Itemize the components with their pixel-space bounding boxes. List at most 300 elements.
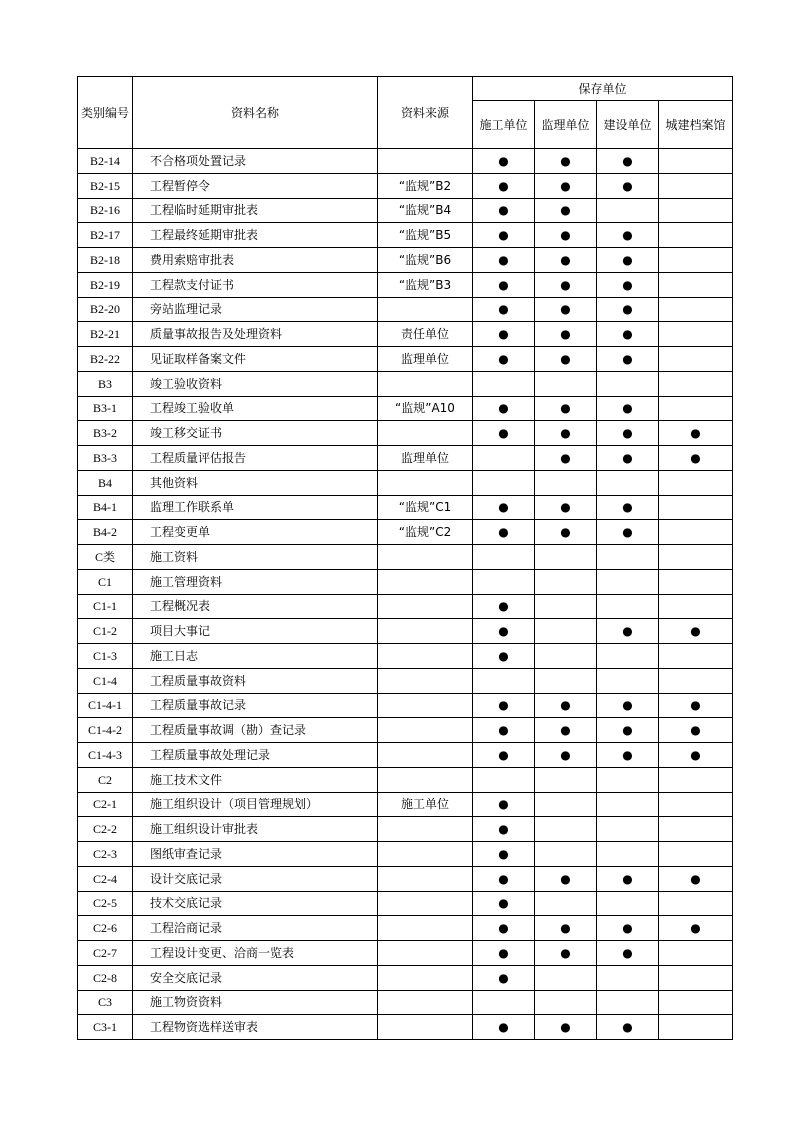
mark-cell-archive (659, 248, 733, 273)
table-row (78, 891, 733, 916)
filled-circle-icon: ● (622, 747, 633, 762)
row-source (378, 1015, 473, 1040)
mark-cell-archive (659, 594, 733, 619)
table-row (78, 173, 733, 198)
filled-circle-icon: ● (498, 500, 509, 515)
mark-cell-supervision (535, 545, 597, 570)
table-row (78, 866, 733, 891)
row-code: C3-1 (78, 1015, 133, 1040)
row-source: “监规”B3 (378, 272, 473, 297)
mark-cell-supervision (535, 1015, 597, 1040)
mark-cell-owner (597, 495, 659, 520)
filled-circle-icon: ● (622, 302, 633, 317)
header-unit-owner: 建设单位 (597, 101, 659, 149)
table-row (78, 446, 733, 471)
row-code: C1-3 (78, 644, 133, 669)
filled-circle-icon: ● (498, 327, 509, 342)
row-source (378, 842, 473, 867)
row-name: 工程质量事故资料 (133, 668, 378, 693)
mark-cell-archive (659, 322, 733, 347)
row-source: “监规”B6 (378, 248, 473, 273)
mark-cell-archive (659, 173, 733, 198)
mark-cell-owner (597, 965, 659, 990)
mark-cell-construction (473, 916, 535, 941)
table-row (78, 248, 733, 273)
row-name: 施工管理资料 (133, 569, 378, 594)
mark-cell-owner (597, 248, 659, 273)
mark-cell-owner (597, 371, 659, 396)
mark-cell-supervision (535, 520, 597, 545)
mark-cell-owner (597, 569, 659, 594)
filled-circle-icon: ● (560, 871, 571, 886)
filled-circle-icon: ● (498, 302, 509, 317)
mark-cell-construction (473, 371, 535, 396)
mark-cell-owner (597, 644, 659, 669)
mark-cell-supervision (535, 916, 597, 941)
filled-circle-icon: ● (622, 277, 633, 292)
row-code: C1-1 (78, 594, 133, 619)
mark-cell-owner (597, 149, 659, 174)
filled-circle-icon: ● (560, 525, 571, 540)
row-source (378, 371, 473, 396)
table-row (78, 569, 733, 594)
mark-cell-owner (597, 470, 659, 495)
filled-circle-icon: ● (498, 599, 509, 614)
mark-cell-construction (473, 173, 535, 198)
filled-circle-icon: ● (498, 153, 509, 168)
table-body (78, 149, 733, 1040)
row-source (378, 297, 473, 322)
mark-cell-construction (473, 718, 535, 743)
row-code: C3 (78, 990, 133, 1015)
filled-circle-icon: ● (622, 525, 633, 540)
row-code: B2-14 (78, 149, 133, 174)
filled-circle-icon: ● (622, 921, 633, 936)
mark-cell-construction (473, 149, 535, 174)
mark-cell-archive (659, 223, 733, 248)
header-unit-construction: 施工单位 (473, 101, 535, 149)
row-name: 工程变更单 (133, 520, 378, 545)
filled-circle-icon: ● (560, 921, 571, 936)
table-row (78, 990, 733, 1015)
table-row (78, 223, 733, 248)
row-name: 安全交底记录 (133, 965, 378, 990)
filled-circle-icon: ● (498, 945, 509, 960)
row-source: “监规”A10 (378, 396, 473, 421)
mark-cell-supervision (535, 322, 597, 347)
row-name: 技术交底记录 (133, 891, 378, 916)
row-code: B3-2 (78, 421, 133, 446)
header-unit-archive: 城建档案馆 (659, 101, 733, 149)
table-row (78, 322, 733, 347)
row-source (378, 569, 473, 594)
mark-cell-supervision (535, 817, 597, 842)
mark-cell-construction (473, 223, 535, 248)
table-row (78, 520, 733, 545)
filled-circle-icon: ● (560, 178, 571, 193)
row-code: B4-1 (78, 495, 133, 520)
row-code: B3 (78, 371, 133, 396)
filled-circle-icon: ● (622, 723, 633, 738)
mark-cell-construction (473, 520, 535, 545)
mark-cell-supervision (535, 891, 597, 916)
row-source: 责任单位 (378, 322, 473, 347)
mark-cell-construction (473, 446, 535, 471)
filled-circle-icon: ● (560, 723, 571, 738)
mark-cell-construction (473, 817, 535, 842)
filled-circle-icon: ● (560, 945, 571, 960)
table-row (78, 767, 733, 792)
mark-cell-construction (473, 272, 535, 297)
row-code: C1-4-3 (78, 743, 133, 768)
table-row (78, 594, 733, 619)
mark-cell-supervision (535, 866, 597, 891)
row-source (378, 594, 473, 619)
mark-cell-supervision (535, 446, 597, 471)
mark-cell-owner (597, 272, 659, 297)
mark-cell-archive (659, 347, 733, 372)
filled-circle-icon: ● (498, 525, 509, 540)
filled-circle-icon: ● (560, 228, 571, 243)
mark-cell-construction (473, 767, 535, 792)
table-row (78, 619, 733, 644)
row-code: C1 (78, 569, 133, 594)
mark-cell-archive (659, 743, 733, 768)
mark-cell-supervision (535, 644, 597, 669)
mark-cell-owner (597, 668, 659, 693)
mark-cell-construction (473, 569, 535, 594)
mark-cell-archive (659, 495, 733, 520)
row-code: B4-2 (78, 520, 133, 545)
row-code: C2-8 (78, 965, 133, 990)
row-code: C2-7 (78, 941, 133, 966)
row-name: 施工资料 (133, 545, 378, 570)
row-source (378, 421, 473, 446)
mark-cell-owner (597, 743, 659, 768)
mark-cell-owner (597, 817, 659, 842)
mark-cell-owner (597, 520, 659, 545)
filled-circle-icon: ● (690, 624, 701, 639)
mark-cell-construction (473, 347, 535, 372)
filled-circle-icon: ● (622, 450, 633, 465)
filled-circle-icon: ● (498, 401, 509, 416)
filled-circle-icon: ● (498, 797, 509, 812)
table-row (78, 396, 733, 421)
mark-cell-supervision (535, 173, 597, 198)
filled-circle-icon: ● (560, 252, 571, 267)
mark-cell-owner (597, 446, 659, 471)
row-source (378, 965, 473, 990)
row-name: 图纸审查记录 (133, 842, 378, 867)
mark-cell-archive (659, 545, 733, 570)
table-row (78, 644, 733, 669)
table-row (78, 545, 733, 570)
row-name: 竣工移交证书 (133, 421, 378, 446)
mark-cell-archive (659, 569, 733, 594)
row-code: C2-6 (78, 916, 133, 941)
row-code: B3-1 (78, 396, 133, 421)
row-name: 施工技术文件 (133, 767, 378, 792)
mark-cell-owner (597, 594, 659, 619)
mark-cell-supervision (535, 396, 597, 421)
row-source: “监规”C2 (378, 520, 473, 545)
mark-cell-supervision (535, 990, 597, 1015)
mark-cell-owner (597, 792, 659, 817)
mark-cell-owner (597, 619, 659, 644)
filled-circle-icon: ● (690, 921, 701, 936)
filled-circle-icon: ● (622, 624, 633, 639)
mark-cell-supervision (535, 198, 597, 223)
filled-circle-icon: ● (560, 500, 571, 515)
mark-cell-archive (659, 644, 733, 669)
row-source: 施工单位 (378, 792, 473, 817)
mark-cell-owner (597, 891, 659, 916)
row-code: B4 (78, 470, 133, 495)
row-code: C2-1 (78, 792, 133, 817)
table-row (78, 792, 733, 817)
mark-cell-archive (659, 718, 733, 743)
table-row (78, 718, 733, 743)
filled-circle-icon: ● (622, 401, 633, 416)
row-name: 工程概况表 (133, 594, 378, 619)
table-row (78, 842, 733, 867)
filled-circle-icon: ● (622, 228, 633, 243)
mark-cell-supervision (535, 470, 597, 495)
filled-circle-icon: ● (622, 945, 633, 960)
row-code: C1-4-2 (78, 718, 133, 743)
row-code: C2-5 (78, 891, 133, 916)
mark-cell-archive (659, 866, 733, 891)
filled-circle-icon: ● (498, 648, 509, 663)
row-name: 施工组织设计审批表 (133, 817, 378, 842)
row-name: 旁站监理记录 (133, 297, 378, 322)
filled-circle-icon: ● (498, 277, 509, 292)
row-name: 工程质量事故处理记录 (133, 743, 378, 768)
mark-cell-construction (473, 866, 535, 891)
row-name: 工程款支付证书 (133, 272, 378, 297)
row-code: C2-2 (78, 817, 133, 842)
mark-cell-archive (659, 990, 733, 1015)
row-name: 工程暂停令 (133, 173, 378, 198)
mark-cell-construction (473, 743, 535, 768)
table-row (78, 297, 733, 322)
mark-cell-owner (597, 1015, 659, 1040)
row-source (378, 817, 473, 842)
filled-circle-icon: ● (498, 698, 509, 713)
row-source (378, 693, 473, 718)
filled-circle-icon: ● (622, 426, 633, 441)
mark-cell-supervision (535, 693, 597, 718)
mark-cell-archive (659, 891, 733, 916)
row-name: 竣工验收资料 (133, 371, 378, 396)
mark-cell-supervision (535, 842, 597, 867)
filled-circle-icon: ● (690, 450, 701, 465)
filled-circle-icon: ● (622, 871, 633, 886)
filled-circle-icon: ● (560, 327, 571, 342)
table-row (78, 371, 733, 396)
row-code: C2-4 (78, 866, 133, 891)
row-code: C1-2 (78, 619, 133, 644)
filled-circle-icon: ● (560, 450, 571, 465)
row-source (378, 545, 473, 570)
row-code: C类 (78, 545, 133, 570)
table-row (78, 743, 733, 768)
filled-circle-icon: ● (498, 203, 509, 218)
mark-cell-owner (597, 347, 659, 372)
mark-cell-archive (659, 693, 733, 718)
mark-cell-owner (597, 173, 659, 198)
row-code: B2-17 (78, 223, 133, 248)
filled-circle-icon: ● (560, 203, 571, 218)
mark-cell-owner (597, 545, 659, 570)
row-name: 施工日志 (133, 644, 378, 669)
mark-cell-archive (659, 470, 733, 495)
mark-cell-construction (473, 1015, 535, 1040)
header-unit-supervision: 监理单位 (535, 101, 597, 149)
filled-circle-icon: ● (622, 178, 633, 193)
table-row (78, 965, 733, 990)
mark-cell-supervision (535, 371, 597, 396)
row-source (378, 990, 473, 1015)
mark-cell-supervision (535, 569, 597, 594)
row-source (378, 149, 473, 174)
row-name: 工程临时延期审批表 (133, 198, 378, 223)
mark-cell-supervision (535, 718, 597, 743)
row-code: C1-4 (78, 668, 133, 693)
filled-circle-icon: ● (622, 351, 633, 366)
mark-cell-archive (659, 371, 733, 396)
mark-cell-owner (597, 990, 659, 1015)
row-name: 施工组织设计（项目管理规划） (133, 792, 378, 817)
filled-circle-icon: ● (560, 1020, 571, 1035)
filled-circle-icon: ● (498, 252, 509, 267)
row-name: 工程设计变更、洽商一览表 (133, 941, 378, 966)
row-code: B2-22 (78, 347, 133, 372)
mark-cell-supervision (535, 272, 597, 297)
filled-circle-icon: ● (498, 1020, 509, 1035)
row-name: 工程质量事故调（勘）查记录 (133, 718, 378, 743)
mark-cell-supervision (535, 767, 597, 792)
header-save-group: 保存单位 (473, 77, 733, 101)
mark-cell-construction (473, 693, 535, 718)
row-code: B2-19 (78, 272, 133, 297)
mark-cell-supervision (535, 149, 597, 174)
mark-cell-supervision (535, 297, 597, 322)
filled-circle-icon: ● (498, 871, 509, 886)
table-row (78, 272, 733, 297)
mark-cell-owner (597, 421, 659, 446)
row-code: C2 (78, 767, 133, 792)
row-name: 施工物资资料 (133, 990, 378, 1015)
row-source (378, 743, 473, 768)
row-source (378, 866, 473, 891)
mark-cell-construction (473, 644, 535, 669)
mark-cell-archive (659, 272, 733, 297)
mark-cell-archive (659, 149, 733, 174)
table-row (78, 470, 733, 495)
filled-circle-icon: ● (498, 822, 509, 837)
row-code: C2-3 (78, 842, 133, 867)
table-row (78, 149, 733, 174)
filled-circle-icon: ● (690, 723, 701, 738)
mark-cell-construction (473, 668, 535, 693)
row-code: B2-18 (78, 248, 133, 273)
row-source: 监理单位 (378, 347, 473, 372)
filled-circle-icon: ● (622, 153, 633, 168)
table-row (78, 668, 733, 693)
mark-cell-construction (473, 297, 535, 322)
mark-cell-construction (473, 891, 535, 916)
row-code: B3-3 (78, 446, 133, 471)
table-row (78, 916, 733, 941)
mark-cell-owner (597, 916, 659, 941)
row-name: 其他资料 (133, 470, 378, 495)
mark-cell-construction (473, 322, 535, 347)
row-name: 工程最终延期审批表 (133, 223, 378, 248)
mark-cell-archive (659, 421, 733, 446)
header-code: 类别编号 (78, 77, 133, 149)
filled-circle-icon: ● (690, 698, 701, 713)
mark-cell-construction (473, 470, 535, 495)
filled-circle-icon: ● (498, 723, 509, 738)
row-code: B2-20 (78, 297, 133, 322)
filled-circle-icon: ● (560, 426, 571, 441)
mark-cell-archive (659, 619, 733, 644)
filled-circle-icon: ● (560, 351, 571, 366)
row-name: 见证取样备案文件 (133, 347, 378, 372)
mark-cell-archive (659, 842, 733, 867)
mark-cell-construction (473, 842, 535, 867)
row-source: “监规”B2 (378, 173, 473, 198)
filled-circle-icon: ● (560, 277, 571, 292)
filled-circle-icon: ● (560, 401, 571, 416)
mark-cell-archive (659, 941, 733, 966)
mark-cell-owner (597, 866, 659, 891)
mark-cell-archive (659, 396, 733, 421)
mark-cell-construction (473, 198, 535, 223)
row-code: C1-4-1 (78, 693, 133, 718)
row-code: B2-15 (78, 173, 133, 198)
filled-circle-icon: ● (560, 302, 571, 317)
mark-cell-construction (473, 248, 535, 273)
row-source (378, 718, 473, 743)
row-source (378, 891, 473, 916)
mark-cell-supervision (535, 941, 597, 966)
mark-cell-archive (659, 297, 733, 322)
mark-cell-supervision (535, 347, 597, 372)
filled-circle-icon: ● (560, 153, 571, 168)
row-source: 监理单位 (378, 446, 473, 471)
mark-cell-owner (597, 198, 659, 223)
row-name: 费用索赔审批表 (133, 248, 378, 273)
row-name: 工程质量事故记录 (133, 693, 378, 718)
row-source (378, 470, 473, 495)
row-code: B2-16 (78, 198, 133, 223)
mark-cell-construction (473, 396, 535, 421)
mark-cell-owner (597, 396, 659, 421)
row-source (378, 941, 473, 966)
archive-table (77, 76, 733, 1040)
mark-cell-supervision (535, 495, 597, 520)
mark-cell-archive (659, 817, 733, 842)
mark-cell-supervision (535, 743, 597, 768)
filled-circle-icon: ● (560, 747, 571, 762)
filled-circle-icon: ● (498, 970, 509, 985)
mark-cell-archive (659, 1015, 733, 1040)
mark-cell-archive (659, 446, 733, 471)
filled-circle-icon: ● (560, 698, 571, 713)
filled-circle-icon: ● (498, 921, 509, 936)
